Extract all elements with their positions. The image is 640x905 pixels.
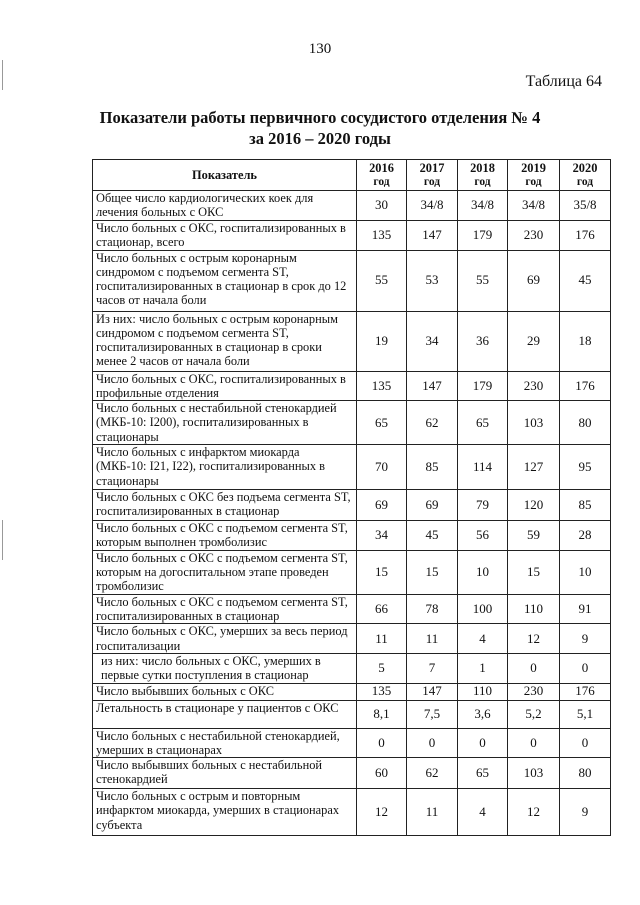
value-cell: 35/8 — [560, 191, 611, 221]
indicator-header: Показатель — [93, 160, 357, 191]
value-cell: 36 — [458, 311, 508, 371]
page-number: 130 — [308, 41, 332, 57]
value-cell: 85 — [407, 445, 458, 490]
value-cell: 110 — [508, 594, 560, 624]
indicator-cell: Число больных с острым и повторным инфарктом миокарда, умерших в стационарах субъекта — [93, 789, 357, 836]
value-cell: 65 — [458, 401, 508, 445]
value-cell: 7 — [407, 653, 458, 683]
value-cell: 0 — [508, 653, 560, 683]
value-cell: 69 — [407, 490, 458, 521]
value-cell: 100 — [458, 594, 508, 624]
value-cell: 34/8 — [407, 191, 458, 221]
value-cell: 80 — [560, 758, 611, 789]
value-cell: 85 — [560, 490, 611, 521]
value-cell: 147 — [407, 221, 458, 251]
value-cell: 15 — [407, 550, 458, 594]
indicator-cell: Общее число кардиологических коек для лечения больных с ОКС — [93, 191, 357, 221]
value-cell: 18 — [560, 311, 611, 371]
table-row — [93, 700, 611, 728]
value-cell: 103 — [508, 401, 560, 445]
value-cell: 80 — [560, 401, 611, 445]
indicator-cell: Из них: число больных с острым коронарным синдромом с подъемом сегмента ST, госпитализированных в стационар в сроки менее 2 часов от начала боли — [93, 311, 357, 371]
table-row — [93, 521, 611, 551]
table-row — [93, 653, 611, 683]
value-cell: 34/8 — [508, 191, 560, 221]
value-cell: 0 — [357, 728, 407, 758]
indicator-cell: Число больных с острым коронарным синдромом с подъемом сегмента ST, госпитализированных в стационар в срок до 12 часов от начала боли — [93, 250, 357, 311]
value-cell: 62 — [407, 758, 458, 789]
indicator-cell: Число больных с ОКС с подъемом сегмента ST, госпитализированных в стационар — [93, 594, 357, 624]
value-cell: 135 — [357, 221, 407, 251]
value-cell: 45 — [407, 521, 458, 551]
table-row — [93, 683, 611, 700]
value-cell: 179 — [458, 371, 508, 401]
value-cell: 3,6 — [458, 700, 508, 728]
indicator-cell: Число больных с ОКС с подъемом сегмента ST, которым выполнен тромболизис — [93, 521, 357, 551]
value-cell: 45 — [560, 250, 611, 311]
value-cell: 10 — [458, 550, 508, 594]
value-cell: 11 — [357, 624, 407, 654]
table-row — [93, 221, 611, 251]
indicator-cell: Число больных с инфарктом миокарда (МКБ-10: I21, I22), госпитализированных в стационары — [93, 445, 357, 490]
value-cell: 230 — [508, 683, 560, 700]
value-cell: 78 — [407, 594, 458, 624]
value-cell: 19 — [357, 311, 407, 371]
table-row — [93, 191, 611, 221]
value-cell: 135 — [357, 683, 407, 700]
value-cell: 30 — [357, 191, 407, 221]
indicator-cell: Число выбывших больных с нестабильной стенокардией — [93, 758, 357, 789]
indicator-cell: из них: число больных с ОКС, умерших в первые сутки поступления в стационар — [93, 653, 357, 683]
value-cell: 59 — [508, 521, 560, 551]
value-cell: 95 — [560, 445, 611, 490]
value-cell: 4 — [458, 789, 508, 836]
table-row — [93, 371, 611, 401]
scan-margin-mark — [2, 60, 3, 90]
value-cell: 5,1 — [560, 700, 611, 728]
value-cell: 0 — [560, 653, 611, 683]
value-cell: 34 — [357, 521, 407, 551]
value-cell: 9 — [560, 624, 611, 654]
value-cell: 9 — [560, 789, 611, 836]
scan-margin-mark — [2, 520, 3, 560]
indicators-table — [92, 159, 611, 836]
value-cell: 70 — [357, 445, 407, 490]
value-cell: 179 — [458, 221, 508, 251]
year-header: 2017 год — [407, 160, 458, 191]
value-cell: 60 — [357, 758, 407, 789]
value-cell: 69 — [508, 250, 560, 311]
value-cell: 0 — [407, 728, 458, 758]
value-cell: 127 — [508, 445, 560, 490]
table-label: Таблица 64 — [525, 73, 602, 90]
value-cell: 34 — [407, 311, 458, 371]
value-cell: 147 — [407, 683, 458, 700]
value-cell: 56 — [458, 521, 508, 551]
value-cell: 7,5 — [407, 700, 458, 728]
year-header: 2016 год — [357, 160, 407, 191]
value-cell: 55 — [458, 250, 508, 311]
indicator-cell: Летальность в стационаре у пациентов с ОКС — [93, 700, 357, 728]
value-cell: 11 — [407, 624, 458, 654]
value-cell: 91 — [560, 594, 611, 624]
value-cell: 230 — [508, 221, 560, 251]
value-cell: 66 — [357, 594, 407, 624]
value-cell: 15 — [508, 550, 560, 594]
value-cell: 10 — [560, 550, 611, 594]
value-cell: 79 — [458, 490, 508, 521]
indicator-cell: Число больных с нестабильной стенокардией (МКБ-10: I200), госпитализированных в стационары — [93, 401, 357, 445]
table-row — [93, 758, 611, 789]
value-cell: 176 — [560, 221, 611, 251]
table-row — [93, 789, 611, 836]
value-cell: 65 — [357, 401, 407, 445]
value-cell: 55 — [357, 250, 407, 311]
value-cell: 12 — [508, 789, 560, 836]
value-cell: 230 — [508, 371, 560, 401]
indicator-cell: Число больных с ОКС с подъемом сегмента ST, которым на догоспитальном этапе проведен тромболизис — [93, 550, 357, 594]
value-cell: 11 — [407, 789, 458, 836]
value-cell: 53 — [407, 250, 458, 311]
table-row — [93, 490, 611, 521]
value-cell: 65 — [458, 758, 508, 789]
value-cell: 1 — [458, 653, 508, 683]
table-row — [93, 250, 611, 311]
value-cell: 0 — [560, 728, 611, 758]
value-cell: 5,2 — [508, 700, 560, 728]
table-row — [93, 445, 611, 490]
value-cell: 8,1 — [357, 700, 407, 728]
value-cell: 12 — [357, 789, 407, 836]
value-cell: 110 — [458, 683, 508, 700]
value-cell: 176 — [560, 371, 611, 401]
indicator-cell: Число больных с ОКС, госпитализированных в стационар, всего — [93, 221, 357, 251]
page-title — [0, 107, 640, 149]
value-cell: 0 — [508, 728, 560, 758]
year-header: 2018 год — [458, 160, 508, 191]
header-row — [93, 160, 611, 191]
table-row — [93, 594, 611, 624]
indicator-cell: Число больных с ОКС, умерших за весь период госпитализации — [93, 624, 357, 654]
value-cell: 4 — [458, 624, 508, 654]
value-cell: 176 — [560, 683, 611, 700]
title-line-1: Показатели работы первичного сосудистого отделения № 4 — [99, 108, 541, 127]
value-cell: 135 — [357, 371, 407, 401]
value-cell: 103 — [508, 758, 560, 789]
indicator-cell: Число больных с ОКС, госпитализированных в профильные отделения — [93, 371, 357, 401]
value-cell: 5 — [357, 653, 407, 683]
value-cell: 62 — [407, 401, 458, 445]
indicator-cell: Число больных с нестабильной стенокардией, умерших в стационарах — [93, 728, 357, 758]
table-row — [93, 311, 611, 371]
value-cell: 15 — [357, 550, 407, 594]
value-cell: 34/8 — [458, 191, 508, 221]
indicator-cell: Число выбывших больных с ОКС — [93, 683, 357, 700]
table-row — [93, 728, 611, 758]
table-row — [93, 401, 611, 445]
title-line-2: за 2016 – 2020 годы — [249, 129, 391, 148]
value-cell: 69 — [357, 490, 407, 521]
value-cell: 12 — [508, 624, 560, 654]
value-cell: 29 — [508, 311, 560, 371]
value-cell: 0 — [458, 728, 508, 758]
value-cell: 28 — [560, 521, 611, 551]
year-header: 2019 год — [508, 160, 560, 191]
value-cell: 120 — [508, 490, 560, 521]
value-cell: 147 — [407, 371, 458, 401]
table-row — [93, 624, 611, 654]
year-header: 2020 год — [560, 160, 611, 191]
table-row — [93, 550, 611, 594]
value-cell: 114 — [458, 445, 508, 490]
indicator-cell: Число больных с ОКС без подъема сегмента ST, госпитализированных в стационар — [93, 490, 357, 521]
